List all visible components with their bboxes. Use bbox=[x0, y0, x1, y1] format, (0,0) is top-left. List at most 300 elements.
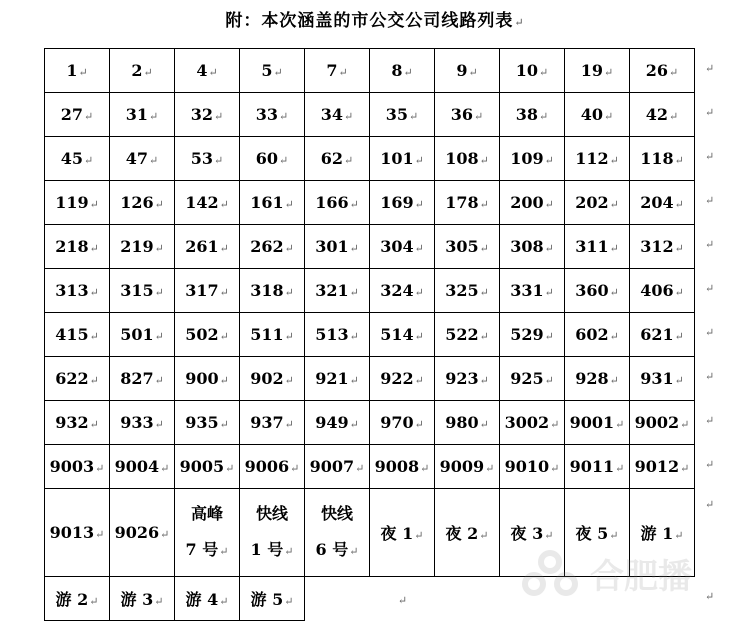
route-label: 109 bbox=[510, 149, 544, 168]
paragraph-mark: ↵ bbox=[338, 66, 348, 79]
route-label: 360 bbox=[575, 281, 609, 300]
route-label: 166 bbox=[315, 193, 349, 212]
route-cell bbox=[240, 577, 305, 621]
page-title bbox=[0, 6, 750, 36]
route-label: 游 5 bbox=[250, 590, 284, 609]
route-label: 161 bbox=[250, 193, 284, 212]
route-cell bbox=[45, 181, 110, 225]
route-label-line: 6 号↵ bbox=[315, 539, 359, 559]
paragraph-mark: ↵ bbox=[604, 66, 614, 79]
row-end-mark: ↵ bbox=[705, 106, 715, 119]
route-label: 112 bbox=[575, 149, 609, 168]
paragraph-mark: ↵ bbox=[344, 110, 354, 123]
route-label: 324 bbox=[380, 281, 414, 300]
route-label: 178 bbox=[445, 193, 479, 212]
route-label: 935 bbox=[185, 413, 219, 432]
route-cell bbox=[435, 49, 500, 93]
route-label: 9008 bbox=[374, 457, 420, 476]
route-label: 33 bbox=[255, 105, 279, 124]
paragraph-mark: ↵ bbox=[284, 330, 294, 343]
paragraph-mark: ↵ bbox=[550, 418, 560, 431]
row-end-mark: ↵ bbox=[705, 590, 715, 603]
route-label: 169 bbox=[380, 193, 414, 212]
route-cell bbox=[630, 269, 695, 313]
route-label: 513 bbox=[315, 325, 349, 344]
route-label: 9013 bbox=[49, 523, 95, 542]
route-cell bbox=[305, 313, 370, 357]
paragraph-mark: ↵ bbox=[479, 154, 489, 167]
route-label: 304 bbox=[380, 237, 414, 256]
route-cell bbox=[370, 137, 435, 181]
row-end-mark: ↵ bbox=[705, 370, 715, 383]
route-cell bbox=[500, 181, 565, 225]
route-cell bbox=[175, 577, 240, 621]
paragraph-mark: ↵ bbox=[219, 418, 229, 431]
route-cell bbox=[370, 357, 435, 401]
paragraph-mark: ↵ bbox=[219, 595, 229, 608]
paragraph-mark: ↵ bbox=[479, 242, 489, 255]
paragraph-mark: ↵ bbox=[349, 544, 359, 558]
route-cell bbox=[240, 489, 305, 577]
route-label: 501 bbox=[120, 325, 154, 344]
route-label: 36 bbox=[450, 105, 474, 124]
paragraph-mark: ↵ bbox=[615, 462, 625, 475]
paragraph-mark: ↵ bbox=[479, 330, 489, 343]
route-cell bbox=[305, 269, 370, 313]
route-label: 200 bbox=[510, 193, 544, 212]
paragraph-mark: ↵ bbox=[154, 374, 164, 387]
route-cell bbox=[45, 49, 110, 93]
paragraph-mark: ↵ bbox=[349, 418, 359, 431]
route-cell bbox=[565, 93, 630, 137]
route-cell bbox=[630, 357, 695, 401]
route-cell bbox=[370, 93, 435, 137]
route-label: 7 bbox=[326, 61, 338, 80]
route-label: 622 bbox=[55, 369, 89, 388]
table-row bbox=[45, 93, 695, 137]
route-cell bbox=[240, 181, 305, 225]
table-row bbox=[45, 269, 695, 313]
paragraph-mark: ↵ bbox=[219, 374, 229, 387]
route-label: 980 bbox=[445, 413, 479, 432]
route-cell bbox=[110, 357, 175, 401]
route-label: 923 bbox=[445, 369, 479, 388]
paragraph-mark: ↵ bbox=[414, 330, 424, 343]
route-cell bbox=[240, 401, 305, 445]
route-table bbox=[44, 48, 695, 621]
route-label: 31 bbox=[125, 105, 149, 124]
route-label: 26 bbox=[645, 61, 669, 80]
paragraph-mark: ↵ bbox=[680, 462, 690, 475]
route-label: 932 bbox=[55, 413, 89, 432]
route-label: 53 bbox=[190, 149, 214, 168]
paragraph-mark: ↵ bbox=[219, 242, 229, 255]
route-cell bbox=[565, 49, 630, 93]
paragraph-mark: ↵ bbox=[674, 286, 684, 299]
paragraph-mark: ↵ bbox=[95, 528, 105, 541]
route-label: 19 bbox=[580, 61, 604, 80]
paragraph-mark: ↵ bbox=[78, 66, 88, 79]
route-label: 夜 2 bbox=[445, 524, 479, 543]
paragraph-mark: ↵ bbox=[479, 286, 489, 299]
route-label: 321 bbox=[315, 281, 349, 300]
table-row bbox=[45, 357, 695, 401]
row-end-mark: ↵ bbox=[705, 498, 715, 511]
route-cell bbox=[435, 181, 500, 225]
paragraph-mark: ↵ bbox=[474, 110, 484, 123]
route-label-line: 快线 bbox=[255, 503, 288, 523]
paragraph-mark: ↵ bbox=[344, 154, 354, 167]
paragraph-mark: ↵ bbox=[284, 418, 294, 431]
route-cell bbox=[175, 269, 240, 313]
paragraph-mark: ↵ bbox=[154, 198, 164, 211]
route-cell bbox=[435, 489, 500, 577]
paragraph-mark: ↵ bbox=[615, 418, 625, 431]
route-cell bbox=[45, 137, 110, 181]
paragraph-mark: ↵ bbox=[414, 286, 424, 299]
route-cell bbox=[630, 137, 695, 181]
route-label: 9010 bbox=[504, 457, 550, 476]
paragraph-mark: ↵ bbox=[514, 16, 525, 29]
paragraph-mark: ↵ bbox=[214, 110, 224, 123]
route-cell bbox=[175, 401, 240, 445]
route-label: 308 bbox=[510, 237, 544, 256]
paragraph-mark: ↵ bbox=[89, 330, 99, 343]
route-cell bbox=[370, 313, 435, 357]
route-cell bbox=[240, 49, 305, 93]
route-label: 夜 1 bbox=[380, 524, 414, 543]
route-label: 318 bbox=[250, 281, 284, 300]
paragraph-mark: ↵ bbox=[279, 110, 289, 123]
route-label-line: 快线 bbox=[320, 503, 353, 523]
route-label: 游 2 bbox=[55, 590, 89, 609]
route-cell bbox=[110, 93, 175, 137]
route-cell bbox=[240, 269, 305, 313]
paragraph-mark: ↵ bbox=[225, 462, 235, 475]
paragraph-mark: ↵ bbox=[544, 198, 554, 211]
paragraph-mark: ↵ bbox=[674, 198, 684, 211]
paragraph-mark: ↵ bbox=[84, 154, 94, 167]
route-cell bbox=[175, 489, 240, 577]
route-label: 60 bbox=[255, 149, 279, 168]
paragraph-mark: ↵ bbox=[604, 110, 614, 123]
route-label: 931 bbox=[640, 369, 674, 388]
paragraph-mark: ↵ bbox=[479, 418, 489, 431]
paragraph-mark: ↵ bbox=[154, 286, 164, 299]
paragraph-mark: ↵ bbox=[273, 66, 283, 79]
paragraph-mark: ↵ bbox=[544, 286, 554, 299]
paragraph-mark: ↵ bbox=[468, 66, 478, 79]
route-cell bbox=[305, 181, 370, 225]
route-cell bbox=[305, 401, 370, 445]
route-cell bbox=[305, 445, 370, 489]
row-end-mark: ↵ bbox=[705, 238, 715, 251]
paragraph-mark: ↵ bbox=[485, 462, 495, 475]
route-label: 126 bbox=[120, 193, 154, 212]
route-cell bbox=[305, 357, 370, 401]
route-label: 8 bbox=[391, 61, 403, 80]
route-label: 9005 bbox=[179, 457, 225, 476]
paragraph-mark: ↵ bbox=[609, 242, 619, 255]
paragraph-mark: ↵ bbox=[609, 330, 619, 343]
paragraph-mark: ↵ bbox=[544, 154, 554, 167]
route-label: 301 bbox=[315, 237, 349, 256]
table-row bbox=[45, 181, 695, 225]
route-cell bbox=[110, 489, 175, 577]
route-cell bbox=[630, 401, 695, 445]
row-end-mark: ↵ bbox=[705, 326, 715, 339]
paragraph-mark: ↵ bbox=[550, 462, 560, 475]
route-label: 42 bbox=[645, 105, 669, 124]
route-cell bbox=[240, 137, 305, 181]
paragraph-mark: ↵ bbox=[609, 374, 619, 387]
route-cell bbox=[175, 445, 240, 489]
route-label: 1 bbox=[66, 61, 78, 80]
route-label: 27 bbox=[60, 105, 84, 124]
row-end-mark: ↵ bbox=[705, 150, 715, 163]
paragraph-mark: ↵ bbox=[544, 374, 554, 387]
route-cell bbox=[110, 181, 175, 225]
route-label: 32 bbox=[190, 105, 214, 124]
paragraph-mark: ↵ bbox=[414, 198, 424, 211]
paragraph-mark: ↵ bbox=[89, 595, 99, 608]
route-label: 9006 bbox=[244, 457, 290, 476]
route-label: 219 bbox=[120, 237, 154, 256]
paragraph-mark: ↵ bbox=[479, 374, 489, 387]
route-label: 9001 bbox=[569, 413, 615, 432]
route-cell bbox=[175, 357, 240, 401]
paragraph-mark: ↵ bbox=[674, 330, 684, 343]
route-cell bbox=[565, 313, 630, 357]
route-label: 101 bbox=[380, 149, 414, 168]
route-label: 949 bbox=[315, 413, 349, 432]
route-cell bbox=[240, 313, 305, 357]
route-cell bbox=[110, 137, 175, 181]
table-row bbox=[45, 137, 695, 181]
route-label: 142 bbox=[185, 193, 219, 212]
route-label: 夜 5 bbox=[575, 524, 609, 543]
paragraph-mark: ↵ bbox=[284, 595, 294, 608]
route-cell bbox=[45, 401, 110, 445]
route-cell bbox=[500, 313, 565, 357]
paragraph-mark: ↵ bbox=[154, 595, 164, 608]
paragraph-mark: ↵ bbox=[284, 544, 294, 558]
route-label: 119 bbox=[55, 193, 89, 212]
paragraph-mark: ↵ bbox=[160, 528, 170, 541]
route-label: 游 4 bbox=[185, 590, 219, 609]
route-cell bbox=[175, 225, 240, 269]
route-cell bbox=[175, 181, 240, 225]
row-end-mark: ↵ bbox=[705, 414, 715, 427]
paragraph-mark: ↵ bbox=[674, 529, 684, 542]
route-label-line: 1 号↵ bbox=[250, 539, 294, 559]
route-cell bbox=[500, 225, 565, 269]
route-label: 406 bbox=[640, 281, 674, 300]
paragraph-mark: ↵ bbox=[544, 330, 554, 343]
route-cell bbox=[565, 401, 630, 445]
paragraph-mark: ↵ bbox=[349, 374, 359, 387]
paragraph-mark: ↵ bbox=[219, 330, 229, 343]
paragraph-mark: ↵ bbox=[544, 242, 554, 255]
paragraph-mark: ↵ bbox=[420, 462, 430, 475]
paragraph-mark: ↵ bbox=[397, 594, 408, 608]
watermark-text: 合肥播 bbox=[590, 557, 692, 597]
route-cell bbox=[435, 93, 500, 137]
table-row bbox=[45, 49, 695, 93]
paragraph-mark: ↵ bbox=[284, 198, 294, 211]
paragraph-mark: ↵ bbox=[219, 198, 229, 211]
route-cell bbox=[630, 313, 695, 357]
route-cell bbox=[500, 49, 565, 93]
route-cell bbox=[305, 137, 370, 181]
paragraph-mark: ↵ bbox=[89, 374, 99, 387]
table-row bbox=[45, 225, 695, 269]
route-cell bbox=[565, 225, 630, 269]
paragraph-mark: ↵ bbox=[669, 110, 679, 123]
route-cell bbox=[565, 181, 630, 225]
route-label: 502 bbox=[185, 325, 219, 344]
route-label: 游 3 bbox=[120, 590, 154, 609]
paragraph-mark: ↵ bbox=[154, 242, 164, 255]
route-cell bbox=[175, 93, 240, 137]
route-cell bbox=[565, 445, 630, 489]
route-cell bbox=[500, 93, 565, 137]
route-cell bbox=[630, 49, 695, 93]
paragraph-mark: ↵ bbox=[609, 154, 619, 167]
route-cell bbox=[110, 269, 175, 313]
route-cell bbox=[45, 225, 110, 269]
route-label: 529 bbox=[510, 325, 544, 344]
route-cell bbox=[500, 401, 565, 445]
route-cell bbox=[45, 577, 110, 621]
route-cell bbox=[240, 93, 305, 137]
paragraph-mark: ↵ bbox=[160, 462, 170, 475]
paragraph-mark: ↵ bbox=[609, 198, 619, 211]
route-label: 315 bbox=[120, 281, 154, 300]
route-cell bbox=[435, 137, 500, 181]
route-label: 311 bbox=[575, 237, 609, 256]
route-label: 602 bbox=[575, 325, 609, 344]
route-label: 511 bbox=[250, 325, 284, 344]
paragraph-mark: ↵ bbox=[539, 66, 549, 79]
watermark-logo bbox=[520, 540, 740, 610]
paragraph-mark: ↵ bbox=[154, 418, 164, 431]
paragraph-mark: ↵ bbox=[680, 418, 690, 431]
route-label: 204 bbox=[640, 193, 674, 212]
route-label: 9026 bbox=[114, 523, 160, 542]
paragraph-mark: ↵ bbox=[355, 462, 365, 475]
route-label: 47 bbox=[125, 149, 149, 168]
route-label: 9003 bbox=[49, 457, 95, 476]
route-cell bbox=[45, 313, 110, 357]
route-cell bbox=[175, 49, 240, 93]
route-label: 313 bbox=[55, 281, 89, 300]
paragraph-mark: ↵ bbox=[208, 66, 218, 79]
route-label: 827 bbox=[120, 369, 154, 388]
route-label: 621 bbox=[640, 325, 674, 344]
route-cell bbox=[435, 401, 500, 445]
route-cell bbox=[175, 137, 240, 181]
route-cell bbox=[500, 445, 565, 489]
route-cell bbox=[305, 225, 370, 269]
route-label: 937 bbox=[250, 413, 284, 432]
route-label: 921 bbox=[315, 369, 349, 388]
route-label: 305 bbox=[445, 237, 479, 256]
route-label: 902 bbox=[250, 369, 284, 388]
route-label: 331 bbox=[510, 281, 544, 300]
paragraph-mark: ↵ bbox=[479, 198, 489, 211]
row-end-mark: ↵ bbox=[705, 458, 715, 471]
route-cell bbox=[45, 269, 110, 313]
paragraph-mark: ↵ bbox=[349, 242, 359, 255]
route-label: 4 bbox=[196, 61, 208, 80]
paragraph-mark: ↵ bbox=[349, 198, 359, 211]
paragraph-mark: ↵ bbox=[414, 418, 424, 431]
paragraph-mark: ↵ bbox=[149, 154, 159, 167]
route-label: 3002 bbox=[504, 413, 550, 432]
route-label: 312 bbox=[640, 237, 674, 256]
route-cell bbox=[110, 445, 175, 489]
route-label: 261 bbox=[185, 237, 219, 256]
paragraph-mark: ↵ bbox=[89, 286, 99, 299]
route-cell bbox=[435, 225, 500, 269]
route-label: 62 bbox=[320, 149, 344, 168]
paragraph-mark: ↵ bbox=[414, 154, 424, 167]
route-cell bbox=[240, 225, 305, 269]
route-label: 9007 bbox=[309, 457, 355, 476]
route-cell bbox=[435, 445, 500, 489]
route-cell bbox=[110, 401, 175, 445]
empty-cell bbox=[370, 577, 435, 621]
empty-cell bbox=[305, 577, 370, 621]
route-cell bbox=[240, 445, 305, 489]
route-cell bbox=[240, 357, 305, 401]
route-cell bbox=[110, 577, 175, 621]
route-label: 202 bbox=[575, 193, 609, 212]
paragraph-mark: ↵ bbox=[284, 374, 294, 387]
route-cell bbox=[305, 49, 370, 93]
route-cell bbox=[370, 401, 435, 445]
paragraph-mark: ↵ bbox=[143, 66, 153, 79]
title-text: 附：本次涵盖的市公交公司线路列表 bbox=[225, 11, 514, 31]
table-row bbox=[45, 401, 695, 445]
route-label: 9012 bbox=[634, 457, 680, 476]
paragraph-mark: ↵ bbox=[669, 66, 679, 79]
route-cell bbox=[45, 445, 110, 489]
route-cell bbox=[630, 181, 695, 225]
route-cell bbox=[110, 313, 175, 357]
table-row bbox=[45, 313, 695, 357]
route-cell bbox=[45, 489, 110, 577]
route-cell bbox=[565, 357, 630, 401]
paragraph-mark: ↵ bbox=[414, 529, 424, 542]
paragraph-mark: ↵ bbox=[290, 462, 300, 475]
route-cell bbox=[630, 225, 695, 269]
route-label-line: 高峰 bbox=[190, 503, 223, 523]
paragraph-mark: ↵ bbox=[409, 110, 419, 123]
paragraph-mark: ↵ bbox=[89, 418, 99, 431]
paragraph-mark: ↵ bbox=[284, 242, 294, 255]
route-label: 夜 3 bbox=[510, 524, 544, 543]
route-cell bbox=[565, 137, 630, 181]
paragraph-mark: ↵ bbox=[84, 110, 94, 123]
route-label-line: 7 号↵ bbox=[185, 539, 229, 559]
route-cell bbox=[110, 49, 175, 93]
route-label: 9011 bbox=[569, 457, 615, 476]
route-cell bbox=[630, 93, 695, 137]
route-label: 933 bbox=[120, 413, 154, 432]
empty-cell bbox=[435, 577, 500, 621]
